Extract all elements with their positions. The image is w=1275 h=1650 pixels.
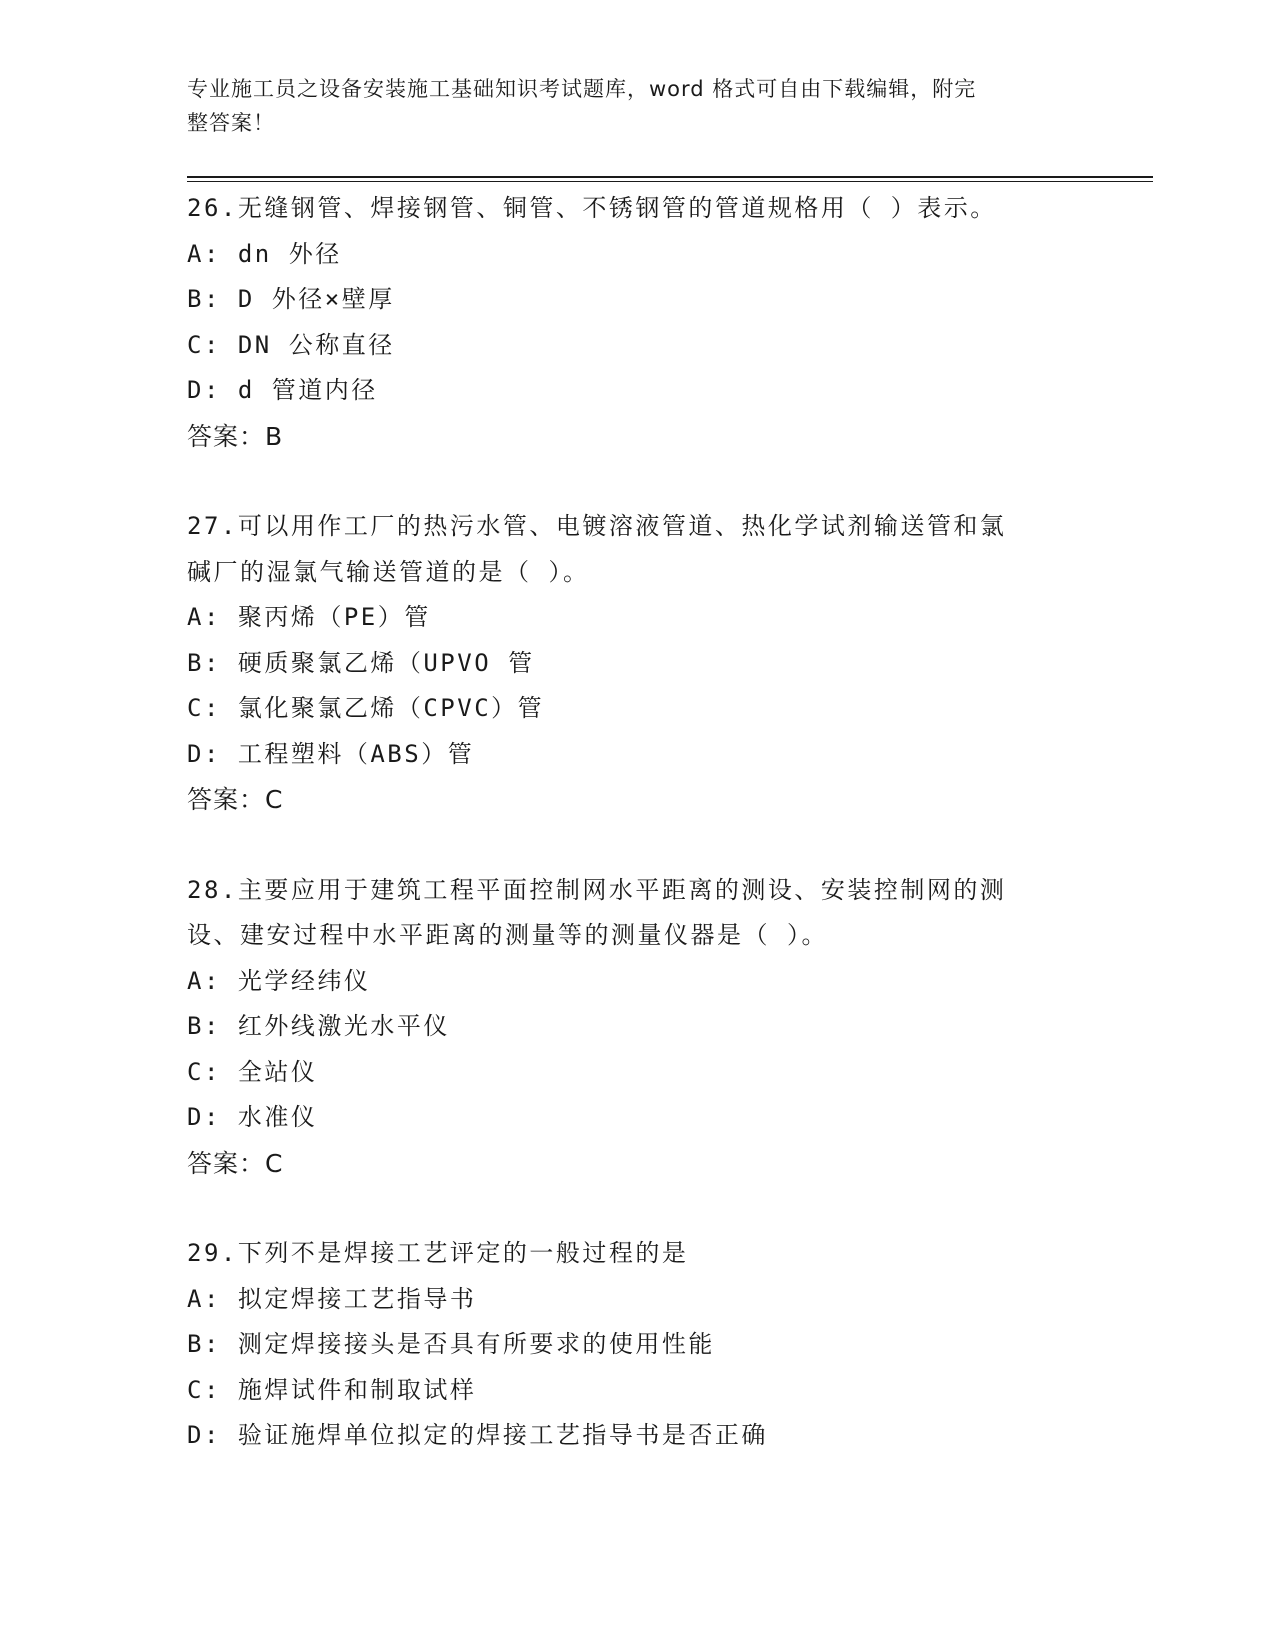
- option-d: D: d 管道内径: [187, 376, 378, 404]
- option-b: B: 硬质聚氯乙烯（UPVO 管: [187, 648, 535, 677]
- header-line-2: 整答案！: [187, 111, 275, 135]
- option-c: C: 施焊试件和制取试样: [187, 1375, 477, 1404]
- option-a: A: 聚丙烯（PE）管: [187, 603, 431, 631]
- header-divider-top: [187, 176, 1153, 178]
- question-text: 29.下列不是焊接工艺评定的一般过程的是: [187, 1239, 689, 1267]
- option-c: C: 氯化聚氯乙烯（CPVC）管: [187, 694, 545, 722]
- question-list: [187, 186, 1087, 1504]
- answer-line: 答案：B: [187, 421, 284, 451]
- answer-line: 答案：C: [187, 785, 284, 814]
- option-d: D: 工程塑料（ABS）管: [187, 739, 475, 768]
- option-a: A: 拟定焊接工艺指导书: [187, 1284, 477, 1313]
- question-27: [187, 504, 1087, 823]
- header-line-1: 专业施工员之设备安装施工基础知识考试题库，word 格式可自由下载编辑，附完: [187, 77, 977, 101]
- question-text: 26.无缝钢管、焊接钢管、铜管、不锈钢管的管道规格用（ ）表示。: [187, 194, 997, 222]
- option-d: D: 水准仪: [187, 1103, 318, 1131]
- question-text: 27.可以用作工厂的热污水管、电镀溶液管道、热化学试剂输送管和氯: [187, 512, 1007, 540]
- question-26: [187, 186, 1087, 459]
- option-d: D: 验证施焊单位拟定的焊接工艺指导书是否正确: [187, 1421, 768, 1449]
- option-c: C: DN 公称直径: [187, 330, 395, 359]
- question-29: [187, 1231, 1087, 1459]
- question-text-continued: 碱厂的湿氯气输送管道的是（ ）。: [187, 557, 590, 586]
- option-a: A: dn 外径: [187, 239, 342, 268]
- question-text-continued: 设、建安过程中水平距离的测量等的测量仪器是（ ）。: [187, 921, 828, 949]
- answer-line: 答案：C: [187, 1148, 284, 1178]
- header-divider-bottom: [187, 181, 1153, 182]
- option-c: C: 全站仪: [187, 1057, 318, 1086]
- option-a: A: 光学经纬仪: [187, 966, 371, 995]
- option-b: B: 测定焊接接头是否具有所要求的使用性能: [187, 1330, 715, 1358]
- question-text: 28.主要应用于建筑工程平面控制网水平距离的测设、安装控制网的测: [187, 875, 1007, 904]
- option-b: B: D 外径×壁厚: [187, 285, 395, 313]
- question-28: [187, 868, 1087, 1187]
- document-header: [187, 72, 1067, 140]
- option-b: B: 红外线激光水平仪: [187, 1012, 450, 1040]
